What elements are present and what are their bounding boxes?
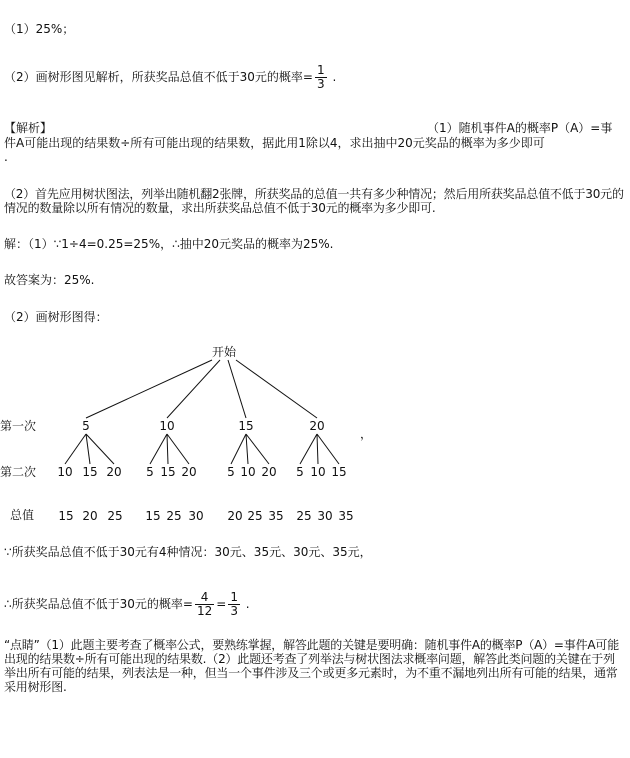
row-label-second: 第二次	[0, 465, 37, 479]
tree-edge-child	[246, 434, 269, 464]
tree-edge-child	[300, 434, 317, 464]
fraction-denominator: 12	[196, 604, 213, 618]
analysis-p1-right: （1）随机事件A的概率P（A）=事	[427, 121, 613, 135]
second-draw-value: 10	[310, 465, 326, 479]
fraction-1-3	[228, 591, 240, 618]
second-draw-value: 20	[261, 465, 277, 479]
total-value: 15	[58, 509, 74, 523]
tree-diagram	[0, 338, 630, 528]
total-value: 25	[296, 509, 312, 523]
fraction-numerator: 1	[316, 63, 325, 77]
first-draw-value: 5	[82, 419, 90, 433]
first-draw-value: 15	[238, 419, 254, 433]
fraction-denominator: 3	[230, 604, 238, 618]
solution-line3: （2）画树形图得：	[4, 310, 108, 324]
tree-edge-child	[86, 434, 90, 464]
second-draw-value: 5	[227, 465, 235, 479]
solution-line1: 解：（1）∵1÷4=0.25=25%，∴抽中20元奖品的概率为25%.	[4, 237, 334, 251]
total-value: 25	[247, 509, 263, 523]
conclusion-line2-pre: ∴所获奖品总值不低于30元的概率=	[4, 597, 193, 611]
tree-root-label: 开始	[211, 345, 237, 359]
tree-edge-child	[167, 434, 168, 464]
analysis-p2: （2）首先应用树状图法，列举出随机翻2张牌，所获奖品的总值一共有多少种情况；然后用所获奖品总值不低于30元的情况的数量除以所有情况的数量，求出所获奖品总值不低于30元的概率为多少即可.	[4, 187, 624, 215]
second-draw-value: 15	[82, 465, 98, 479]
first-draw-value: 10	[159, 419, 175, 433]
total-value: 15	[145, 509, 161, 523]
equals-sign: =	[216, 597, 227, 611]
conclusion-line2-end: .	[245, 597, 250, 611]
answer-part2	[4, 64, 336, 91]
total-value: 25	[166, 509, 182, 523]
conclusion-line1: ∵所获奖品总值不低于30元有4种情况：30元、35元、30元、35元，	[4, 545, 372, 559]
second-draw-value: 10	[240, 465, 256, 479]
fraction-numerator: 4	[195, 591, 214, 605]
analysis-heading: 【解析】	[4, 121, 53, 135]
total-value: 25	[107, 509, 123, 523]
tree-edge-child	[167, 434, 189, 464]
fraction-numerator: 1	[230, 590, 238, 604]
total-value: 35	[268, 509, 284, 523]
first-draw-value: 20	[309, 419, 325, 433]
tree-edge-root	[236, 360, 317, 418]
tree-edge-child	[317, 434, 318, 464]
conclusion-line2	[4, 591, 250, 618]
answer-part1: （1）25%；	[4, 22, 75, 36]
row-label-first: 第一次	[0, 419, 37, 433]
total-value: 20	[227, 509, 243, 523]
second-draw-value: 10	[57, 465, 73, 479]
total-value: 30	[317, 509, 333, 523]
second-draw-value: 15	[331, 465, 347, 479]
tree-edge-child	[231, 434, 246, 464]
tree-edge-child	[317, 434, 339, 464]
tree-edge-child	[150, 434, 167, 464]
second-draw-value: 20	[181, 465, 197, 479]
solution-line2: 故答案为：25%.	[4, 273, 95, 287]
second-draw-value: 5	[146, 465, 154, 479]
row-label-total: 总值	[10, 508, 35, 522]
second-draw-value: 15	[160, 465, 176, 479]
comment-paragraph: “点睛”（1）此题主要考查了概率公式，要熟练掌握，解答此题的关键是要明确：随机事件A的概率P（A）=事件A可能出现的结果数÷所有可能出现的结果数.（2）此题还考查了列举法与树状图法求概率问题，解答此类问题的关键在于列举出所有可能的结果，列表法是一种，但当一个事件涉及三个或更多元素时，为不重不漏地列出所有可能的结果，通常采用树形图.	[4, 638, 619, 694]
analysis-p1-end: .	[4, 150, 8, 164]
answer-part2-text: （2）画树形图见解析，所获奖品总值不低于30元的概率=	[4, 70, 313, 84]
fraction-4-12	[195, 591, 214, 618]
second-draw-value: 5	[296, 465, 304, 479]
total-value: 35	[338, 509, 354, 523]
probability-fraction	[315, 64, 327, 91]
trailing-comma: ，	[360, 427, 373, 441]
total-value: 20	[82, 509, 98, 523]
fraction-denominator: 3	[316, 77, 325, 91]
tree-edge-child	[246, 434, 248, 464]
tree-edge-child	[65, 434, 86, 464]
second-draw-value: 20	[106, 465, 122, 479]
total-value: 30	[188, 509, 204, 523]
tree-edge-child	[86, 434, 114, 464]
analysis-p1-cont: 件A可能出现的结果数÷所有可能出现的结果数，据此用1除以4，求出抽中20元奖品的概率为多少即可	[4, 136, 545, 150]
tree-edge-root	[228, 360, 246, 418]
answer-part2-end: .	[332, 70, 337, 84]
